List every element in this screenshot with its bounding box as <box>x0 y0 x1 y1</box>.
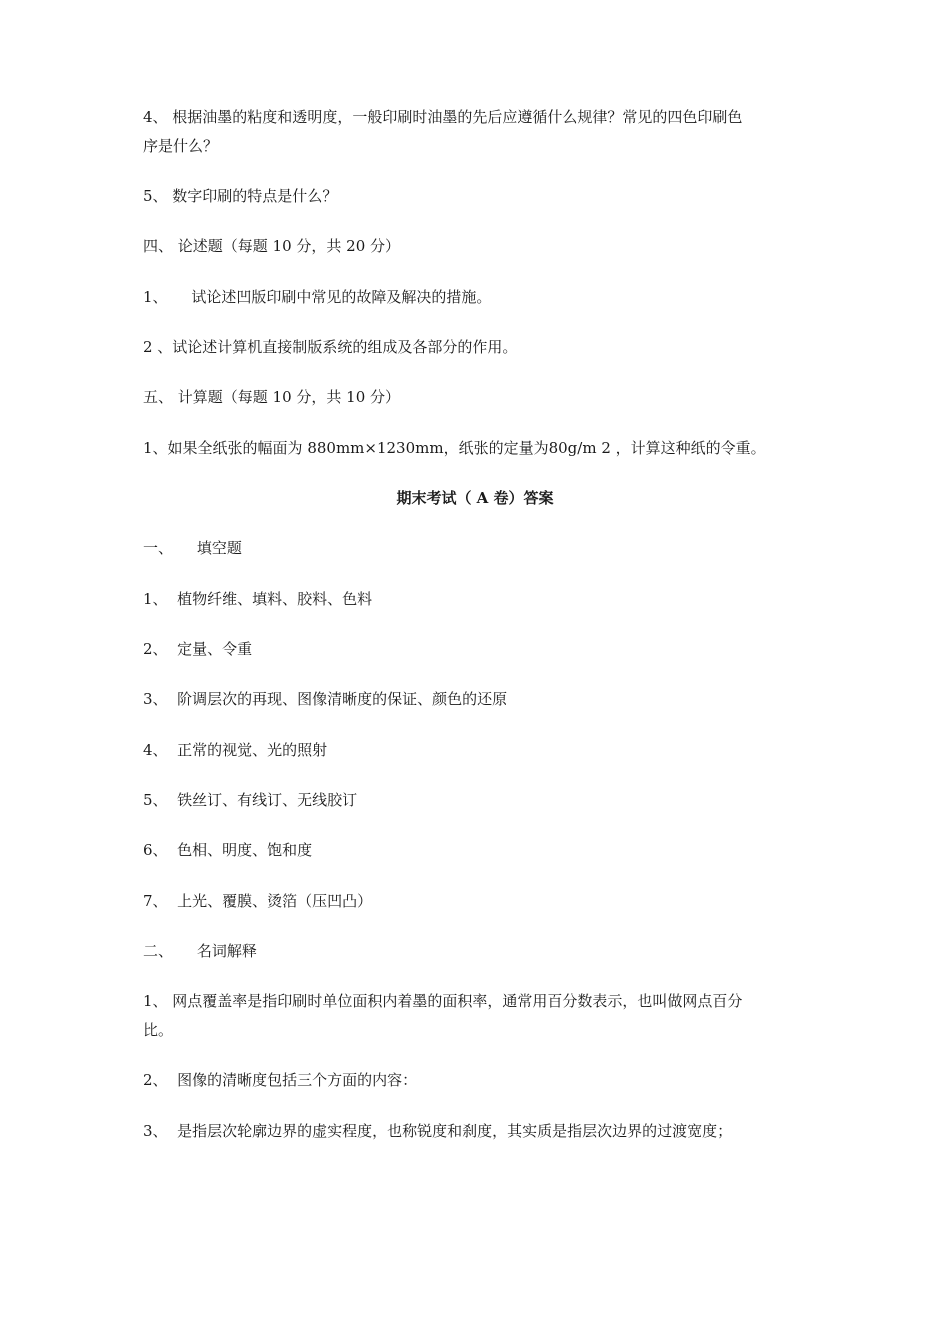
answer-3: 3、 阶调层次的再现、图像清晰度的保证、颜色的还原 <box>143 690 508 708</box>
calc-question-1: 1、如果全纸张的幅面为 880mm×1230mm，纸张的定量为80g/m 2 ，计算这种纸的令重。 <box>143 439 766 457</box>
answer-1: 1、 植物纤维、填料、胶料、色料 <box>143 590 373 608</box>
section-4-heading: 四、 论述题（每题 10 分，共 20 分） <box>143 237 401 255</box>
answer-section-1-heading: 一、 填空题 <box>143 539 242 557</box>
answer-section-2-heading: 二、 名词解释 <box>143 942 257 960</box>
term-answer-3: 3、 是指层次轮廓边界的虚实程度，也称锐度和刹度，其实质是指层次边界的过渡宽度； <box>143 1122 733 1140</box>
answer-5: 5、 铁丝订、有线订、无线胶订 <box>143 791 358 809</box>
term-answer-2: 2、 图像的清晰度包括三个方面的内容： <box>143 1071 418 1089</box>
question-5: 5、 数字印刷的特点是什么？ <box>143 187 338 205</box>
question-4-line-2: 序是什么？ <box>143 137 219 155</box>
section-5-heading: 五、 计算题（每题 10 分，共 10 分） <box>143 388 401 406</box>
answer-6: 6、 色相、明度、饱和度 <box>143 841 313 859</box>
answer-4: 4、 正常的视觉、光的照射 <box>143 741 328 759</box>
essay-question-1: 1、 试论述凹版印刷中常见的故障及解决的措施。 <box>143 288 492 306</box>
term-answer-1-line-2: 比。 <box>143 1021 174 1039</box>
essay-question-2: 2 、试论述计算机直接制版系统的组成及各部分的作用。 <box>143 338 518 356</box>
answer-key-title: 期末考试（ A 卷）答案 <box>396 489 554 507</box>
term-answer-1-line-1: 1、 网点覆盖率是指印刷时单位面积内着墨的面积率，通常用百分数表示，也叫做网点百分 <box>143 992 743 1010</box>
answer-2: 2、 定量、令重 <box>143 640 253 658</box>
answer-7: 7、 上光、覆膜、烫箔（压凹凸） <box>143 892 373 910</box>
question-4-line-1: 4、 根据油墨的粘度和透明度，一般印刷时油墨的先后应遵循什么规律？常见的四色印刷色 <box>143 108 743 126</box>
